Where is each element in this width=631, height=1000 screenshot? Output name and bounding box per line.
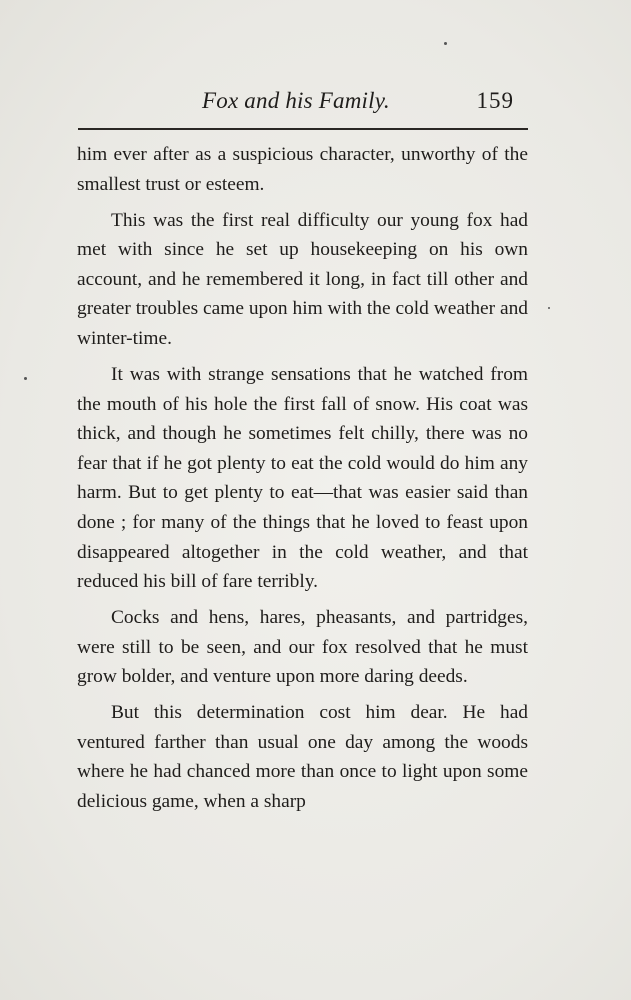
running-header — [80, 88, 528, 128]
running-title: Fox and his Family. — [202, 88, 390, 113]
ink-speck — [24, 377, 27, 380]
paragraph: But this determination cost him dear. He had ventured farther than usual one day among the woods where he had chanced more than once to light upon some delicious game, when a sharp — [77, 702, 528, 813]
paragraph: It was with strange sensations that he watched from the mouth of his hole the first fall of snow. His coat was thick, and though he sometimes felt chilly, there was no fear that if he got plenty to eat the cold would do him any harm. But to get plenty to eat—that was easier said than done ; for many of the things that he loved to feast upon disappeared altogether in the cold weather, and that reduced his bill of fare terribly. — [77, 363, 528, 593]
paragraph: him ever after as a suspicious character, unworthy of the smallest trust or esteem. — [77, 144, 528, 195]
body-text — [77, 140, 528, 823]
ink-speck — [548, 307, 550, 309]
ink-speck — [444, 42, 447, 45]
paragraph: Cocks and hens, hares, pheasants, and partridges, were still to be seen, and our fox resolved that he must grow bolder, and venture upon more daring deeds. — [77, 607, 528, 688]
paragraph: This was the first real difficulty our young fox had met with since he set up housekeeping on his own account, and he remembered it long, in fact till other and greater troubles came upon him with the cold weather and winter-time. — [77, 209, 528, 349]
page-number: 159 — [476, 88, 514, 113]
header-rule — [78, 128, 528, 130]
